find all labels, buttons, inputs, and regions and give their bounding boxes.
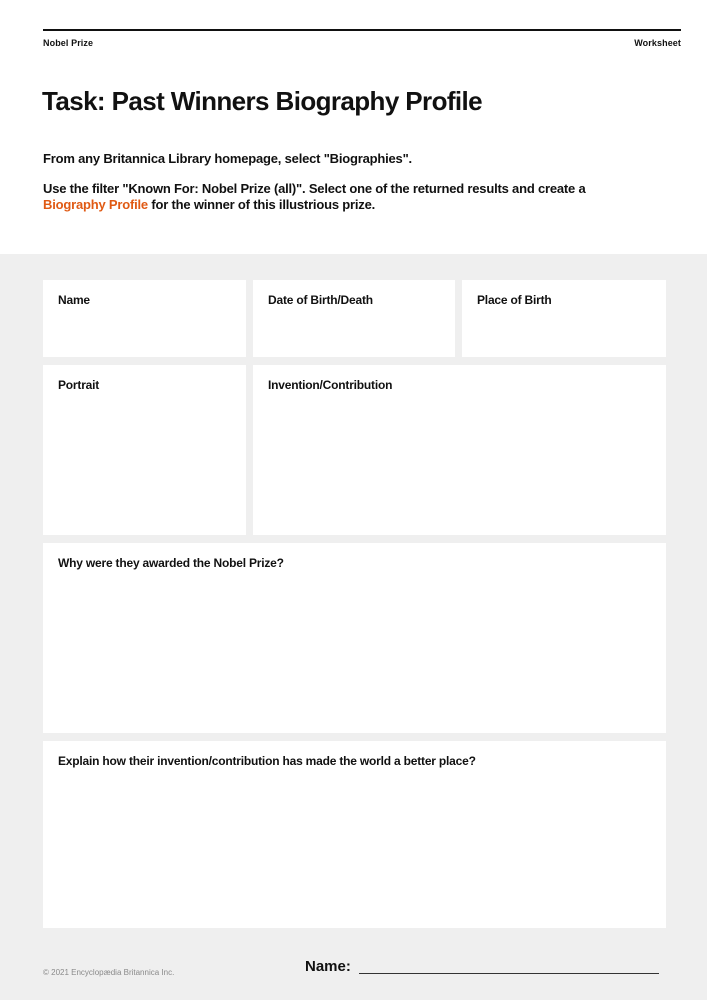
explain-impact-box-label: Explain how their invention/contribution has made the world a better place?	[58, 754, 476, 768]
instruction-step-2-text: Use the filter "Known For: Nobel Prize (all)". Select one of the returned results and create a	[43, 181, 586, 196]
instruction-step-1: From any Britannica Library homepage, select "Biographies".	[43, 151, 412, 166]
copyright-notice: © 2021 Encyclopædia Britannica Inc.	[43, 968, 175, 977]
contribution-box-label: Invention/Contribution	[268, 378, 393, 392]
why-awarded-box[interactable]	[43, 543, 666, 733]
biography-profile-link[interactable]: Biography Profile	[43, 197, 148, 212]
top-rule	[43, 29, 681, 31]
header-topic: Nobel Prize	[43, 38, 94, 48]
dates-box-label: Date of Birth/Death	[268, 293, 373, 307]
instructions	[43, 151, 653, 227]
header-doc-type: Worksheet	[634, 38, 681, 48]
student-name-line[interactable]	[359, 973, 659, 974]
page-title: Task: Past Winners Biography Profile	[42, 86, 483, 116]
place-of-birth-box[interactable]	[462, 280, 666, 357]
place-of-birth-box-label: Place of Birth	[477, 293, 552, 307]
contribution-box[interactable]	[253, 365, 666, 535]
portrait-box[interactable]	[43, 365, 246, 535]
instruction-step-2-end: for the winner of this illustrious prize.	[147, 197, 376, 212]
name-box-label: Name	[58, 293, 90, 307]
student-name-label: Name:	[305, 958, 351, 975]
dates-box[interactable]	[253, 280, 455, 357]
why-awarded-box-label: Why were they awarded the Nobel Prize?	[58, 556, 284, 570]
instruction-step-2	[43, 181, 653, 213]
worksheet-panel	[0, 254, 707, 1000]
portrait-box-label: Portrait	[58, 378, 100, 392]
explain-impact-box[interactable]	[43, 741, 666, 928]
name-box[interactable]	[43, 280, 246, 357]
